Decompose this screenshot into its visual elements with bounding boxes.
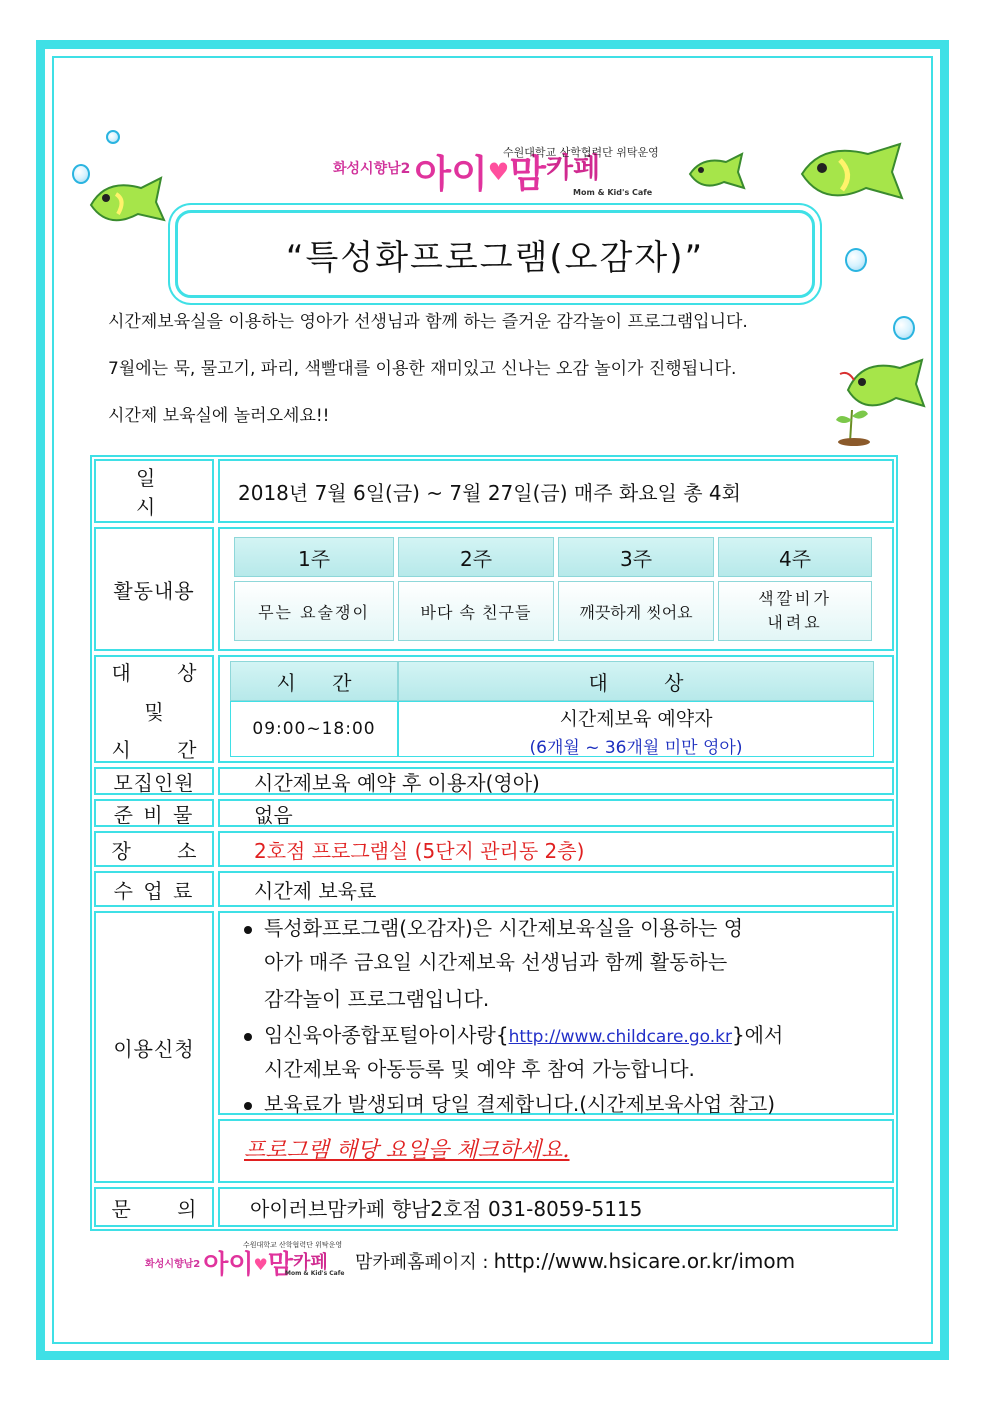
title-banner [175,210,815,298]
apply-bullet-3 [244,1088,775,1117]
week-3-content: 깨끗하게 씻어요 [558,581,714,641]
schedule-label: 일 시 [94,459,214,523]
place-label: 장 소 [94,831,214,867]
week-2-content: 바다 속 친구들 [398,581,554,641]
cafe-logo [333,140,659,197]
bubble-icon [845,248,867,272]
time-header: 시 간 [230,661,398,701]
schedule-value: 2018년 7월 6일(금) ~ 7월 27일(금) 매주 화요일 총 4회 [218,459,894,523]
apply-b1-line-3: 감각놀이 프로그램입니다. [264,987,490,1011]
homepage-url[interactable]: http://www.hsicare.or.kr/imom [493,1249,796,1273]
recruit-value: 시간제보육 예약 후 이용자(영아) [218,767,894,795]
fee-label: 수 업 료 [94,871,214,907]
week-3-header: 3주 [558,537,714,577]
week-4-content: 색깔비가 내려요 [718,581,872,641]
heart-icon: ♥ [487,158,510,186]
inquiry-label: 문 의 [94,1187,214,1227]
prep-label: 준 비 물 [94,799,214,827]
fish-top-icon [686,150,746,194]
fish-left-icon [86,170,166,230]
bubble-icon [893,316,915,340]
intro-line-2: 7월에는 묵, 물고기, 파리, 색빨대를 이용한 재미있고 신나는 오감 놀이가 진행됩니다. [108,359,737,379]
apply-b1-line-1: 특성화프로그램(오감자)은 시간제보육실을 이용하는 영 [264,916,744,940]
footer-logo-kafe: 카페 [292,1252,328,1273]
bubble-icon [106,130,120,144]
notice-text: 프로그램 해당 요일을 체크하세요. [244,1138,570,1163]
bullet-icon [244,1102,252,1110]
apply-b2-pre: 임신육아종합포털아이사랑{ [264,1023,509,1047]
week-1-header: 1주 [234,537,394,577]
time-value: 09:00~18:00 [252,719,376,739]
time-value-cell [230,701,398,757]
apply-b1-line-2: 아가 매주 금요일 시간제보육 선생님과 함께 활동하는 [264,950,728,974]
target-label-2: 및 [144,700,164,724]
footer-logo [145,1240,345,1280]
apply-cell [218,911,894,1115]
bullet-icon [244,926,252,934]
apply-bullet-1 [244,912,743,941]
footer-logo-prefix: 화성시향남2 [145,1259,201,1270]
week-4-header: 4주 [718,537,872,577]
footer-heart-icon: ♥ [253,1255,268,1274]
logo-mk: Mom & Kid's Cafe [573,188,653,197]
footer-logo-mk: Mom & Kid's Cafe [285,1270,345,1277]
recruit-label: 모집인원 [94,767,214,795]
target-label-3: 시 간 [111,738,197,762]
week-1-content: 무는 요술쟁이 [234,581,394,641]
apply-b3: 보육료가 발생되며 당일 결제합니다.(시간제보육사업 참고) [264,1092,776,1116]
logo-univ: 수원대학교 산학협력단 위탁운영 [503,146,659,159]
logo-mam: 맘 [509,152,547,196]
prep-value: 없음 [218,799,894,827]
target-label-1: 대 상 [111,661,197,685]
apply-b2-line-2: 시간제보육 아동등록 및 예약 후 참여 가능합니다. [264,1057,695,1081]
fish-right-icon [796,138,906,208]
activities-label: 활동내용 [94,527,214,651]
target-sub: (6개월 ~ 36개월 미만 영아) [529,738,743,758]
inquiry-value: 아이러브맘카페 향남2호점 031-8059-5115 [218,1187,894,1227]
apply-label: 이용신청 [94,911,214,1183]
homepage-label: 맘카페홈페이지 : [355,1252,489,1273]
page-title: “특성화프로그램(오감자)” [285,237,705,278]
apply-bullet-2 [244,1019,783,1048]
target-value-cell [398,701,874,757]
footer-homepage [355,1248,795,1274]
target-value: 시간제보육 예약자 [559,708,713,730]
logo-prefix: 화성시향남2 [333,161,411,177]
week-2-header: 2주 [398,537,554,577]
bullet-icon [244,1033,252,1041]
intro-line-3: 시간제 보육실에 놀러오세요!! [108,406,330,426]
footer-logo-mam: 맘 [267,1250,293,1280]
footer-logo-ai: 아이 [203,1250,254,1280]
bird-plant-icon [832,350,928,446]
target-header: 대 상 [398,661,874,701]
footer-logo-univ: 수원대학교 산학협력단 위탁운영 [243,1241,343,1249]
fee-value: 시간제 보육료 [218,871,894,907]
logo-kafe: 카페 [546,151,601,184]
childcare-link[interactable]: http://www.childcare.go.kr [508,1027,732,1047]
logo-ai: 아이 [414,152,488,196]
apply-b2-post: }에서 [731,1023,784,1047]
intro-line-1: 시간제보육실을 이용하는 영아가 선생님과 함께 하는 즐거운 감각놀이 프로그램입니다. [108,312,748,332]
place-value: 2호점 프로그램실 (5단지 관리동 2층) [218,831,894,867]
